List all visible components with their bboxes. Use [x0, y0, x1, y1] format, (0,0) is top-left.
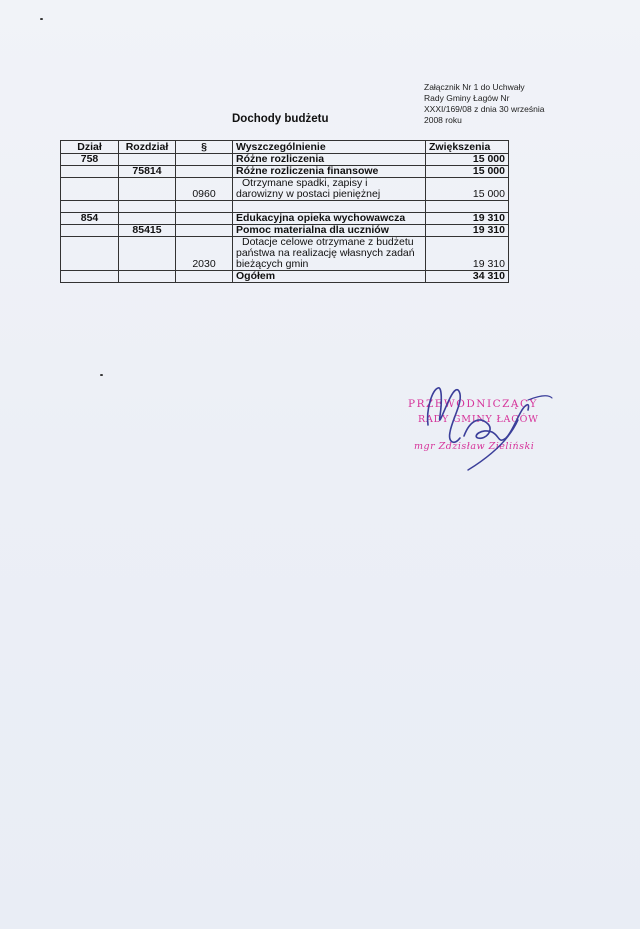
table-row	[61, 166, 509, 178]
annex-line-4: 2008 roku	[424, 115, 462, 125]
cell-dzial	[61, 225, 119, 237]
cell-kwota: 19 310	[426, 237, 509, 271]
total-value: 34 310	[426, 271, 509, 283]
table-row	[61, 154, 509, 166]
cell-rozdzial	[119, 154, 176, 166]
cell-rozdzial	[119, 237, 176, 271]
annex-line-2: Rady Gminy Łagów Nr	[424, 93, 510, 103]
cell-dzial	[61, 237, 119, 271]
scan-speck	[100, 374, 103, 376]
cell-dzial	[61, 166, 119, 178]
scan-speck	[40, 18, 43, 20]
cell-dzial	[61, 178, 119, 201]
stamp-title: PRZEWODNICZĄCY	[408, 398, 538, 410]
cell-kwota: 15 000	[426, 166, 509, 178]
cell-kwota: 15 000	[426, 154, 509, 166]
signature-stamp	[398, 380, 568, 475]
table-total-row	[61, 271, 509, 283]
cell-opis-line: państwa na realizację własnych zadań	[236, 247, 415, 259]
header-wyszczegolnienie: Wyszczególnienie	[233, 141, 426, 154]
header-rozdzial: Rozdział	[119, 141, 176, 154]
cell-opis-line: darowizny w postaci pieniężnej	[236, 188, 381, 200]
cell-kwota: 19 310	[426, 225, 509, 237]
cell-opis: Edukacyjna opieka wychowawcza	[233, 213, 426, 225]
budget-table	[60, 140, 509, 283]
cell-paragraf	[176, 166, 233, 178]
table-row	[61, 178, 509, 201]
table-row	[61, 225, 509, 237]
stamp-name: mgr Zdzisław Zieliński	[414, 441, 535, 452]
header-dzial: Dział	[61, 141, 119, 154]
cell-paragraf	[176, 154, 233, 166]
cell-dzial: 854	[61, 213, 119, 225]
header-paragraf: §	[176, 141, 233, 154]
table-row	[61, 213, 509, 225]
cell-opis: Różne rozliczenia finansowe	[233, 166, 426, 178]
annex-line-3: XXXI/169/08 z dnia 30 września	[424, 104, 545, 114]
cell-paragraf	[176, 213, 233, 225]
cell-rozdzial	[119, 178, 176, 201]
cell-kwota: 19 310	[426, 213, 509, 225]
cell-kwota: 15 000	[426, 178, 509, 201]
stamp-council: RADY GMINY ŁAGÓW	[418, 414, 539, 425]
annex-note	[424, 82, 604, 126]
cell-paragraf	[176, 225, 233, 237]
cell-rozdzial: 75814	[119, 166, 176, 178]
table-header-row	[61, 141, 509, 154]
total-label: Ogółem	[233, 271, 426, 283]
signature-scribble-icon	[398, 380, 568, 475]
cell-opis	[233, 178, 426, 201]
cell-opis-line: Otrzymane spadki, zapisy i	[242, 177, 368, 189]
cell-paragraf: 2030	[176, 237, 233, 271]
cell-opis-line: bieżących gmin	[236, 258, 309, 270]
cell-dzial: 758	[61, 154, 119, 166]
table-spacer-row	[61, 201, 509, 213]
cell-rozdzial	[119, 213, 176, 225]
table-row	[61, 237, 509, 271]
cell-opis: Różne rozliczenia	[233, 154, 426, 166]
cell-rozdzial: 85415	[119, 225, 176, 237]
cell-opis	[233, 237, 426, 271]
document-title: Dochody budżetu	[232, 113, 329, 125]
cell-opis: Pomoc materialna dla uczniów	[233, 225, 426, 237]
annex-line-1: Załącznik Nr 1 do Uchwały	[424, 82, 525, 92]
header-zwiekszenia: Zwiększenia	[426, 141, 509, 154]
cell-opis-line: Dotacje celowe otrzymane z budżetu	[242, 236, 414, 248]
cell-paragraf: 0960	[176, 178, 233, 201]
